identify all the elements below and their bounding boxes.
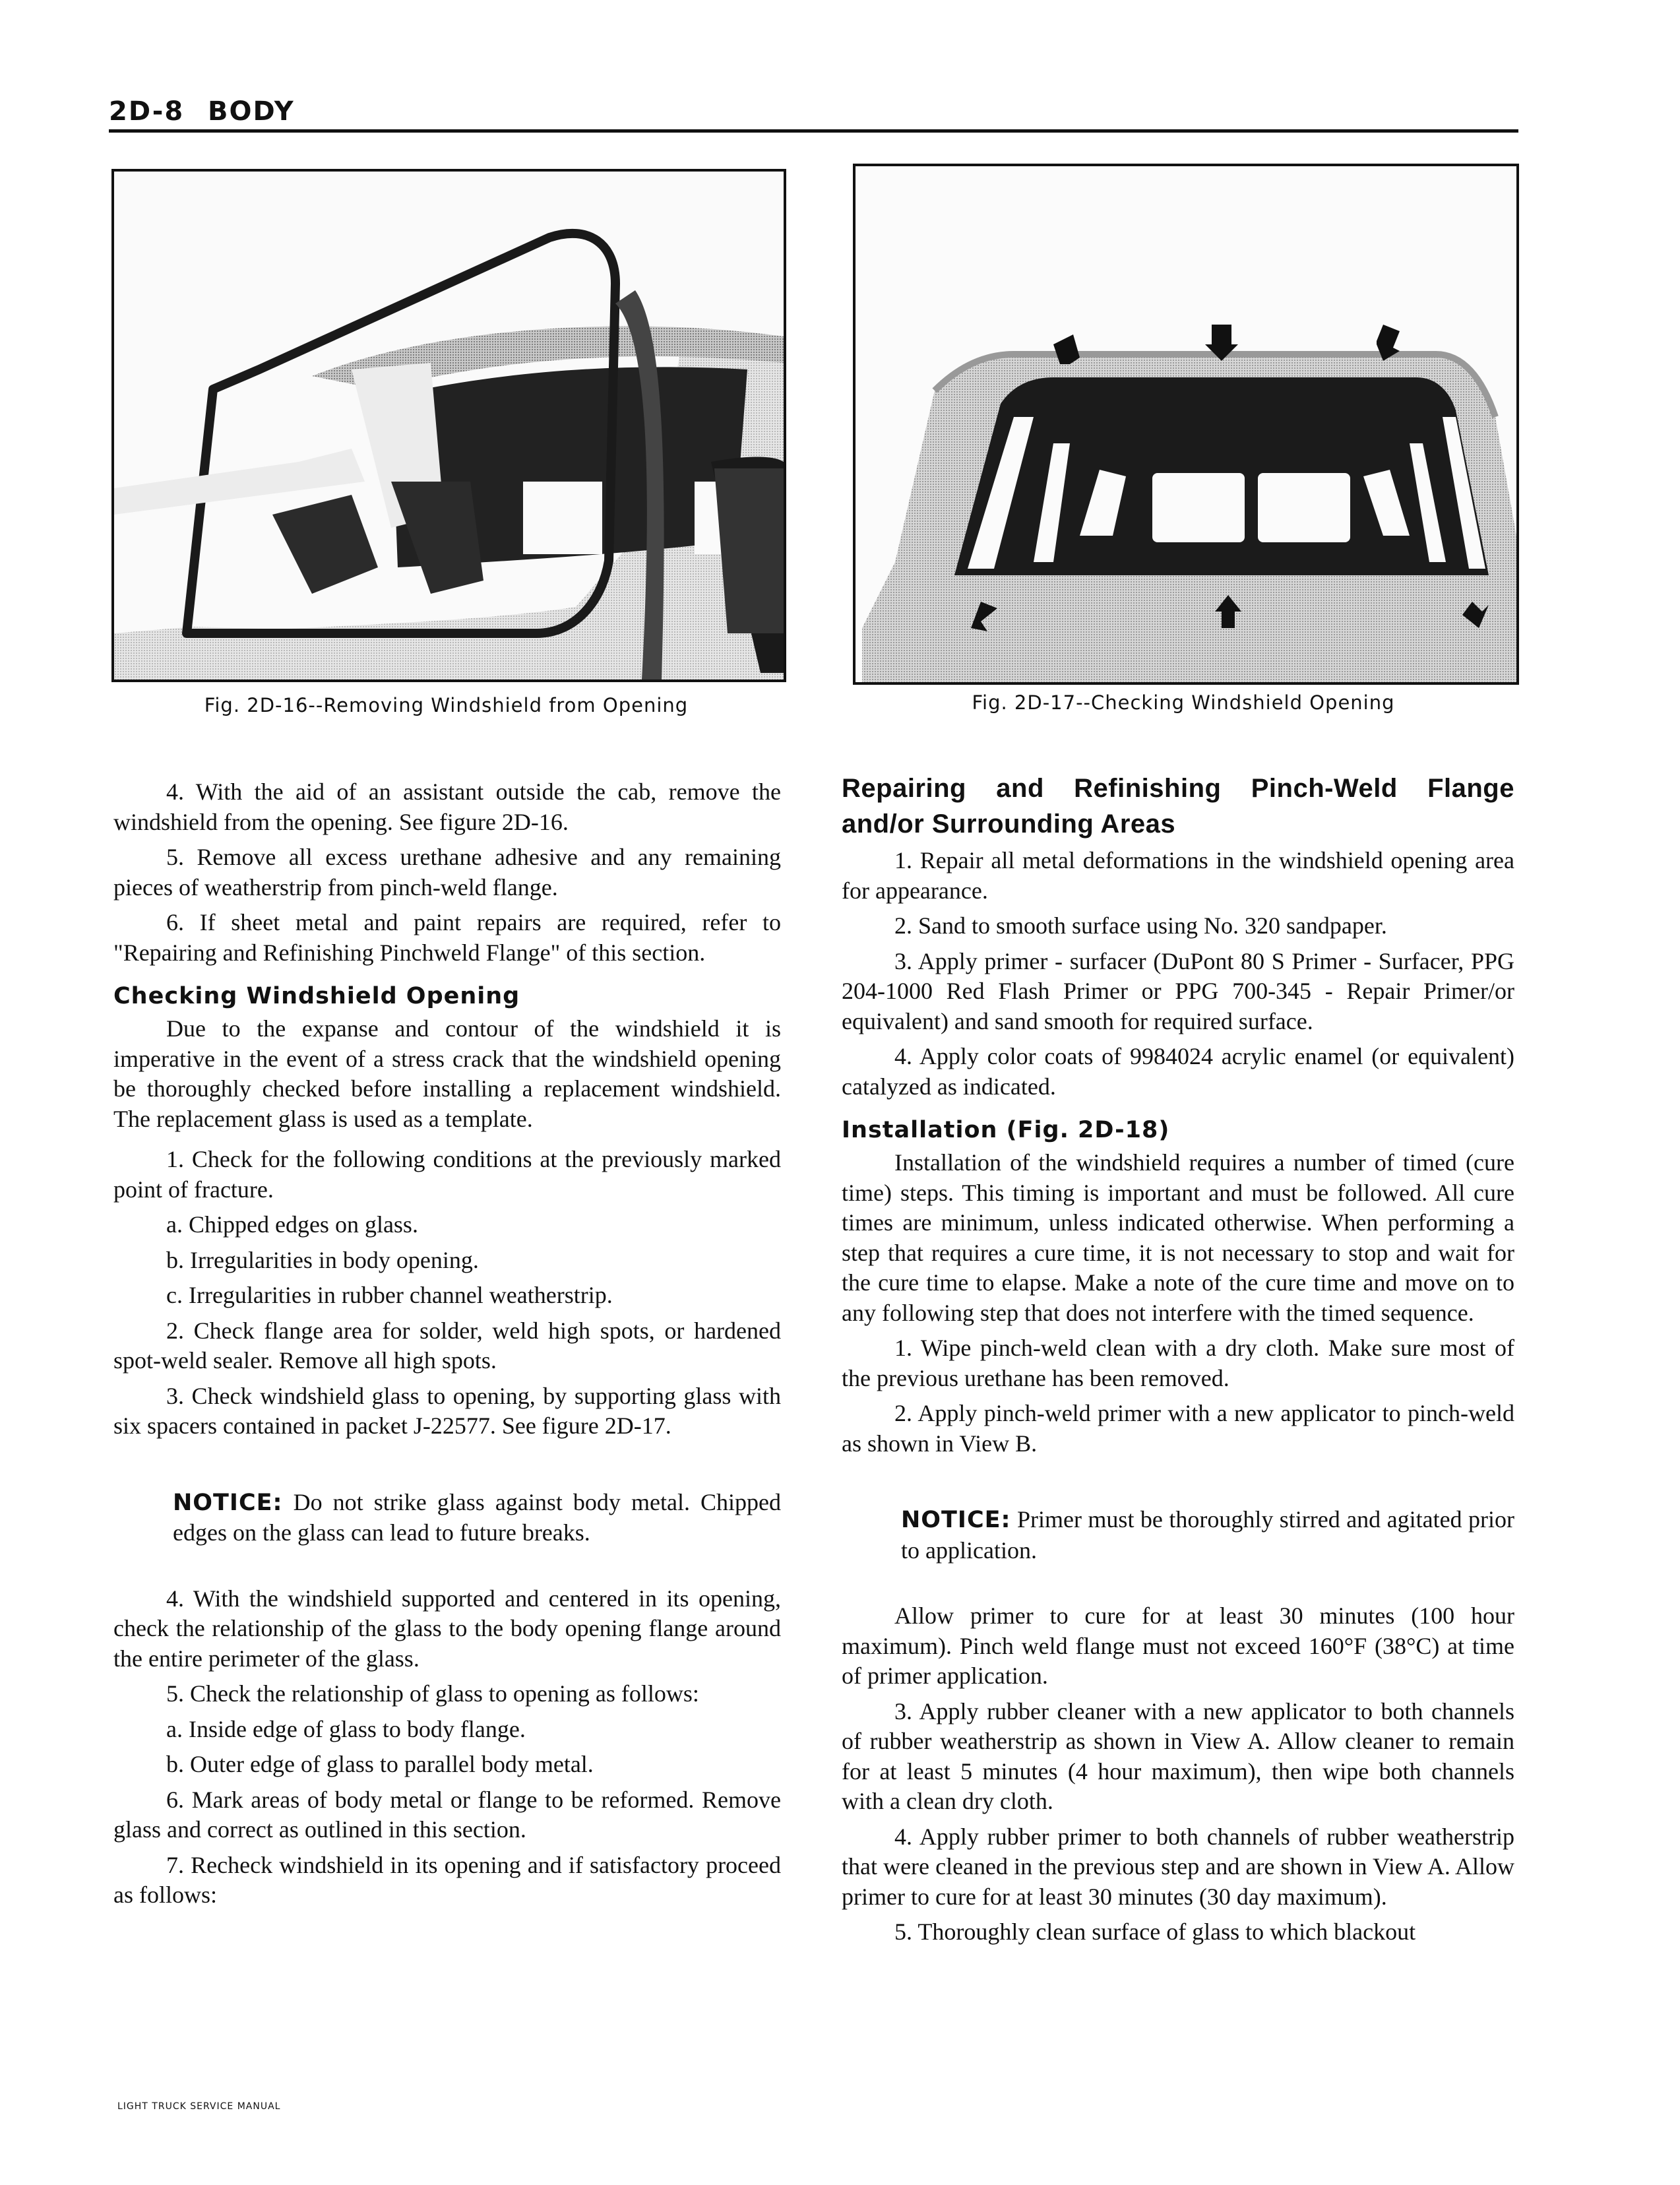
paragraph: 5. Thoroughly clean surface of glass to which blackout [894, 1918, 1416, 1945]
figure-2d-16-photo [111, 169, 786, 682]
paragraph: 6. If sheet metal and paint repairs are required, refer to "Repairing and Refinishing Pinchweld Flange" of this section. [113, 909, 781, 966]
paragraph: 3. Apply primer - surfacer (DuPont 80 S Primer - Surfacer, PPG 204-1000 Red Flash Primer or PPG 700-345 - Repair Primer/or equivalent) and sand smooth for required surface. [842, 947, 1514, 1034]
paragraph: 7. Recheck windshield in its opening and if satisfactory proceed as follows: [113, 1851, 781, 1908]
list-item: c. Irregularities in rubber channel weatherstrip. [166, 1282, 613, 1308]
paragraph: 3. Apply rubber cleaner with a new applicator to both channels of rubber weatherstrip as shown in View A. Allow cleaner to remain for at least 5 minutes (4 hour maximum), then wipe both channels with a clean dry cloth. [842, 1697, 1514, 1814]
list-item: a. Chipped edges on glass. [166, 1211, 418, 1238]
page-header [109, 92, 1518, 133]
paragraph: Installation of the windshield requires a number of timed (cure time) steps. This timing is important and must be followed. All cure times are minimum, unless indicated otherwise. When performing a step that requires a cure time, it is not necessary to stop and wait for the cure time to elapse. Make a note of the cure time and move on to any following step that does not interfere with the timed sequence. [842, 1149, 1514, 1326]
section-number: 2D-8 [109, 96, 185, 127]
section-heading-checking-windshield-opening: Checking Windshield Opening [113, 983, 520, 1009]
notice-label: NOTICE: [901, 1507, 1011, 1533]
section-heading-repairing-refinishing: Repairing and Refinishing Pinch-Weld Flange and/or Surrounding Areas [842, 774, 1514, 839]
list-item: a. Inside edge of glass to body flange. [166, 1715, 526, 1742]
paragraph: 2. Apply pinch-weld primer with a new applicator to pinch-weld as shown in View B. [842, 1400, 1514, 1457]
paragraph: 1. Wipe pinch-weld clean with a dry cloth. Make sure most of the previous urethane has been removed. [842, 1335, 1514, 1391]
notice-text: Primer must be thoroughly stirred and agitated prior to application. [901, 1506, 1514, 1564]
paragraph: 4. Apply rubber primer to both channels of rubber weatherstrip that were cleaned in the previous step and are shown in View A. Allow primer to cure for at least 30 minutes (30 day maximum). [842, 1823, 1514, 1910]
paragraph: 1. Check for the following conditions at the previously marked point of fracture. [113, 1146, 781, 1203]
windshield-opening-photo-icon [856, 166, 1516, 682]
section-heading-installation: Installation (Fig. 2D-18) [842, 1117, 1170, 1143]
paragraph: 6. Mark areas of body metal or flange to be reformed. Remove glass and correct as outlined in this section. [113, 1786, 781, 1843]
notice-box [842, 1505, 1514, 1566]
figure-2d-16-caption: Fig. 2D-16--Removing Windshield from Opening [204, 694, 689, 716]
paragraph: 4. With the windshield supported and centered in its opening, check the relationship of the glass to the body opening flange around the entire perimeter of the glass. [113, 1585, 781, 1672]
paragraph: 2. Check flange area for solder, weld high spots, or hardened spot-weld sealer. Remove all high spots. [113, 1317, 781, 1374]
list-item: b. Irregularities in body opening. [166, 1246, 479, 1273]
left-column [113, 777, 781, 1916]
paragraph: Allow primer to cure for at least 30 minutes (100 hour maximum). Pinch weld flange must not exceed 160°F (38°C) at time of primer application. [842, 1602, 1514, 1689]
page-footer: LIGHT TRUCK SERVICE MANUAL [117, 2101, 281, 2112]
windshield-removal-photo-icon [114, 172, 784, 680]
paragraph: 5. Remove all excess urethane adhesive and any remaining pieces of weatherstrip from pinch-weld flange. [113, 844, 781, 901]
paragraph: 3. Check windshield glass to opening, by supporting glass with six spacers contained in packet J-22577. See figure 2D-17. [113, 1382, 781, 1439]
paragraph: 1. Repair all metal deformations in the windshield opening area for appearance. [842, 847, 1514, 904]
figure-2d-17-caption: Fig. 2D-17--Checking Windshield Opening [972, 691, 1395, 714]
right-column [842, 759, 1514, 1953]
paragraph: 5. Check the relationship of glass to opening as follows: [166, 1680, 699, 1707]
notice-box [113, 1488, 781, 1548]
paragraph: 4. Apply color coats of 9984024 acrylic enamel (or equivalent) catalyzed as indicated. [842, 1043, 1514, 1100]
list-item: b. Outer edge of glass to parallel body metal. [166, 1751, 594, 1777]
section-title: BODY [208, 96, 295, 127]
paragraph: Due to the expanse and contour of the windshield it is imperative in the event of a stress crack that the windshield opening be thoroughly checked before installing a replacement windshield. The replacement glass is used as a template. [113, 1015, 781, 1132]
notice-text: Do not strike glass against body metal. Chipped edges on the glass can lead to future breaks. [173, 1488, 781, 1546]
paragraph: 4. With the aid of an assistant outside the cab, remove the windshield from the opening. See figure 2D-16. [113, 778, 781, 835]
notice-label: NOTICE: [173, 1489, 283, 1516]
paragraph: 2. Sand to smooth surface using No. 320 sandpaper. [894, 912, 1387, 939]
figure-2d-17-photo [853, 164, 1519, 685]
